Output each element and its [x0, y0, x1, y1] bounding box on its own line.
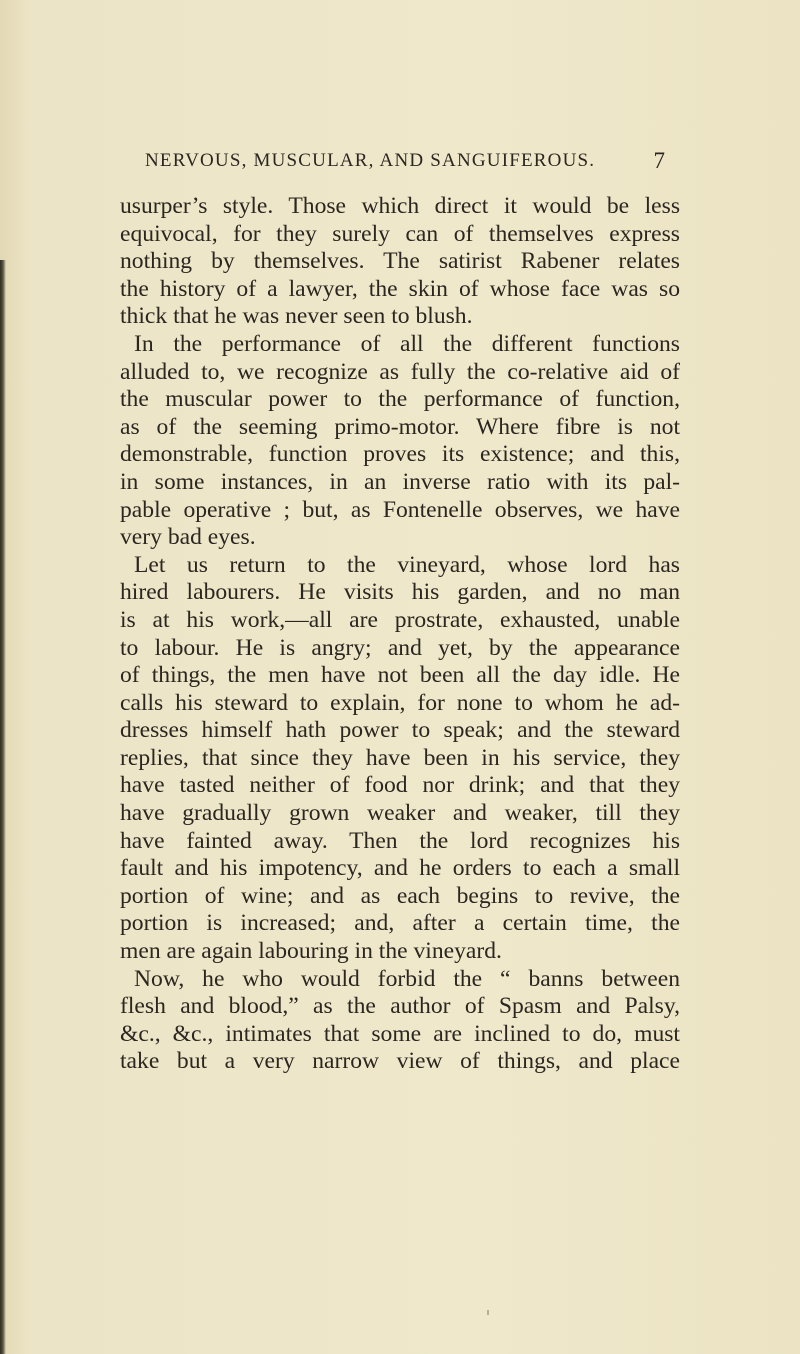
text-line: as of the seeming primo-motor. Where fibre is not [120, 413, 680, 440]
text-line: portion is increased; and, after a certain time, the [120, 910, 680, 937]
text-line: nothing by themselves. The satirist Rabener relates [120, 248, 680, 275]
text-line: to labour. He is angry; and yet, by the appearance [120, 634, 680, 661]
text-line: dresses himself hath power to speak; and the steward [120, 717, 680, 744]
text-line: flesh and blood,” as the author of Spasm and Palsy, [120, 993, 680, 1020]
text-line: alluded to, we recognize as fully the co-relative aid of [120, 358, 680, 385]
text-line: is at his work,—all are prostrate, exhausted, unable [120, 606, 680, 633]
text-line: very bad eyes. [120, 524, 256, 551]
text-line: fault and his impotency, and he orders to each a small [120, 855, 680, 882]
text-line: have gradually grown weaker and weaker, till they [120, 800, 680, 827]
text-line: of things, the men have not been all the day idle. He [120, 662, 680, 689]
text-line: Let us return to the vineyard, whose lord has [134, 551, 680, 578]
running-head: NERVOUS, MUSCULAR, AND SANGUIFEROUS. [145, 150, 596, 171]
page-number: 7 [653, 148, 665, 173]
text-line: In the performance of all the different functions [134, 330, 680, 357]
paper-speck [487, 1310, 489, 1315]
text-line: men are again labouring in the vineyard. [120, 938, 502, 965]
text-line: take but a very narrow view of things, and place [120, 1048, 680, 1075]
text-line: demonstrable, function proves its existence; and this, [120, 441, 680, 468]
page-gutter-shadow [0, 260, 6, 1354]
text-line: pable operative ; but, as Fontenelle observes, we have [120, 496, 680, 523]
text-line: &c., &c., intimates that some are inclined to do, must [120, 1020, 680, 1047]
body-text [120, 193, 680, 1076]
page-header [145, 150, 665, 178]
text-line: portion of wine; and as each begins to revive, the [120, 882, 680, 909]
text-line: have fainted away. Then the lord recognizes his [120, 827, 680, 854]
text-line: have tasted neither of food nor drink; and that they [120, 772, 680, 799]
text-line: calls his steward to explain, for none to whom he ad- [120, 689, 680, 716]
text-line: the history of a lawyer, the skin of whose face was so [120, 275, 680, 302]
text-line: usurper’s style. Those which direct it would be less [120, 193, 680, 219]
text-line: hired labourers. He visits his garden, and no man [120, 579, 680, 606]
text-line: thick that he was never seen to blush. [120, 303, 473, 330]
text-line: the muscular power to the performance of function, [120, 386, 680, 413]
text-line: equivocal, for they surely can of themselves express [120, 220, 680, 247]
text-line: in some instances, in an inverse ratio with its pal- [120, 468, 680, 495]
text-line: Now, he who would forbid the “ banns between [134, 965, 680, 992]
text-line: replies, that since they have been in his service, they [120, 744, 680, 771]
